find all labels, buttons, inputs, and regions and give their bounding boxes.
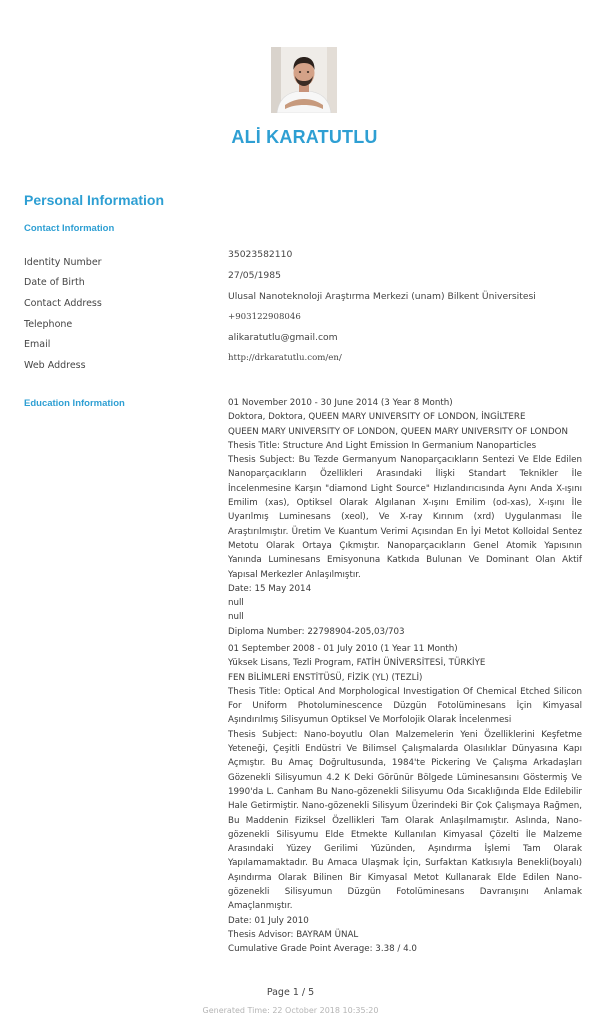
label-date-of-birth: Date of Birth <box>24 277 85 288</box>
generated-time: Generated Time: 22 October 2018 10:35:20 <box>202 1006 379 1015</box>
thesis-title: Thesis Title: Optical And Morphological Investigation Of Chemical Etched Silicon For Uniform Photoluminescence Düzgün Fotolüminesans İçin Kimyasal Aşındırılmış Silisyumun Optiksel Ve Morfolojik Olarak İncelenmesi <box>228 686 582 726</box>
grade-point-average: Cumulative Grade Point Average: 3.38 / 4.0 <box>228 944 417 955</box>
thesis-subject: Thesis Subject: Nano-boyutlu Olan Malzemelerin Yeni Özelliklerini Keşfetme Yeteneği, Çeşitli Endüstri Ve Bilimsel Çalışmalarda Olasılıklar Dünyasına Kapı Açmıştır. Bu Amaç Doğrultusunda, 1984'te Pickering Ve Çalışma Arkadaşları Gözenekli Silisyumun 4.2 K Deki Görünür Bölgede Lüminesansını Göstermiş Ve 1990'da L. Canham Bu Nano-gözenekli Silisyumu Oda Sıcaklığında Elde Edilebilir Hale Getirmiştir. Nano-gözenekli Silisyum Üzerindeki Bir Çok Çalışmaya Rağmen, Bu Maddenin Fiziksel Özellikleri Tam Olarak Anlaşılmamıştır. Aslında, Nano-gözenekli Silisyumu Elde Etmekte Kullanılan Kimyasal Çözelti İle Malzeme Arasındaki Yüzey Gerilimi Yüzünden, Aşındırma İşlemi Tam Olarak Yapılamamaktadır. Bu Amaca Ulaşmak İçin, Surfaktan Katkısıyla Benekli(boyalı) Aşındırma Olarak Bilinen Bir Kimyasal Metot Kullanarak Elde Edilen Nano-gözenekli Silisyumun Düzgün Fotolüminesans Davranışını Anlamak Amaçlanmıştır. <box>228 729 582 912</box>
education-date: Date: 15 May 2014 <box>228 583 312 594</box>
profile-photo <box>271 47 337 113</box>
thesis-title: Thesis Title: Structure And Light Emission In Germanium Nanoparticles <box>228 440 537 451</box>
label-contact-address: Contact Address <box>24 298 102 309</box>
thesis-advisor: Thesis Advisor: BAYRAM ÜNAL <box>228 929 359 940</box>
value-date-of-birth: 27/05/1985 <box>228 270 281 281</box>
education-department: QUEEN MARY UNIVERSITY OF LONDON, QUEEN MARY UNIVERSITY OF LONDON <box>228 426 569 437</box>
education-period: 01 September 2008 - 01 July 2010 (1 Year 11 Month) <box>228 644 458 654</box>
label-web-address: Web Address <box>24 360 86 371</box>
education-degree: Doktora, Doktora, QUEEN MARY UNIVERSITY OF LONDON, İNGİLTERE <box>228 412 526 423</box>
person-name: ALİ KARATUTLU <box>231 127 378 147</box>
thesis-subject: Thesis Subject: Bu Tezde Germanyum Nanoparçacıkların Sentezi Ve Elde Edilen Nanoparçacıkların Özellikleri Arasındaki İlişki Standart Teknikler İle İncelenmesine Karşın "diamond Light Source" Hızlandırıcısında Aynı Anda X-ışını Emilim (xas), Optiksel Olarak Algılanan X-ışını Emilim (od-xas), X-ışını İle Uyarılmış Luminesans (xeol), Ve X-ray Kırınım (xrd) Uygulanması İle Araştırılmıştır. Üretim Ve Kuantum Verimi Açısından En İyi Metot Kolloidal Sentez Metotu Olarak Ortaya Çıkmıştır. Nanoparçacıkların Genel Atomik Yapısının Yanında Luminesans Emisyonuna Katkıda Bulunan Ve Dominant Olan Aktif Yapısal Merkezler Anlaşılmıştır. <box>228 455 582 580</box>
education-extra: null <box>228 598 244 609</box>
label-identity-number: Identity Number <box>24 257 102 268</box>
education-entry <box>228 642 582 957</box>
education-department: FEN BİLİMLERİ ENSTİTÜSÜ, FİZİK (YL) (TEZLİ) <box>228 672 423 683</box>
section-title-personal: Personal Information <box>24 192 165 208</box>
education-date: Date: 01 July 2010 <box>228 915 309 926</box>
value-contact-address: Ulusal Nanoteknoloji Araştırma Merkezi (unam) Bilkent Üniversitesi <box>228 291 536 302</box>
education-entry <box>228 396 582 639</box>
person-photo-icon <box>271 47 337 113</box>
label-email: Email <box>24 339 51 350</box>
education-degree: Yüksek Lisans, Tezli Program, FATİH ÜNİVERSİTESİ, TÜRKİYE <box>228 658 486 669</box>
value-web-address[interactable]: http://drkaratutlu.com/en/ <box>228 353 342 363</box>
page-number: Page 1 / 5 <box>266 987 315 998</box>
subsection-title-contact: Contact Information <box>24 223 115 234</box>
value-identity-number: 35023582110 <box>228 249 293 260</box>
label-telephone: Telephone <box>24 319 73 330</box>
value-email[interactable]: alikaratutlu@gmail.com <box>228 332 338 343</box>
education-period: 01 November 2010 - 30 June 2014 (3 Year 8 Month) <box>228 398 453 408</box>
diploma-number: Diploma Number: 22798904-205,03/703 <box>228 626 405 637</box>
education-extra: null <box>228 612 244 623</box>
value-telephone: +903122908046 <box>228 312 301 322</box>
subsection-title-education: Education Information <box>24 398 125 409</box>
